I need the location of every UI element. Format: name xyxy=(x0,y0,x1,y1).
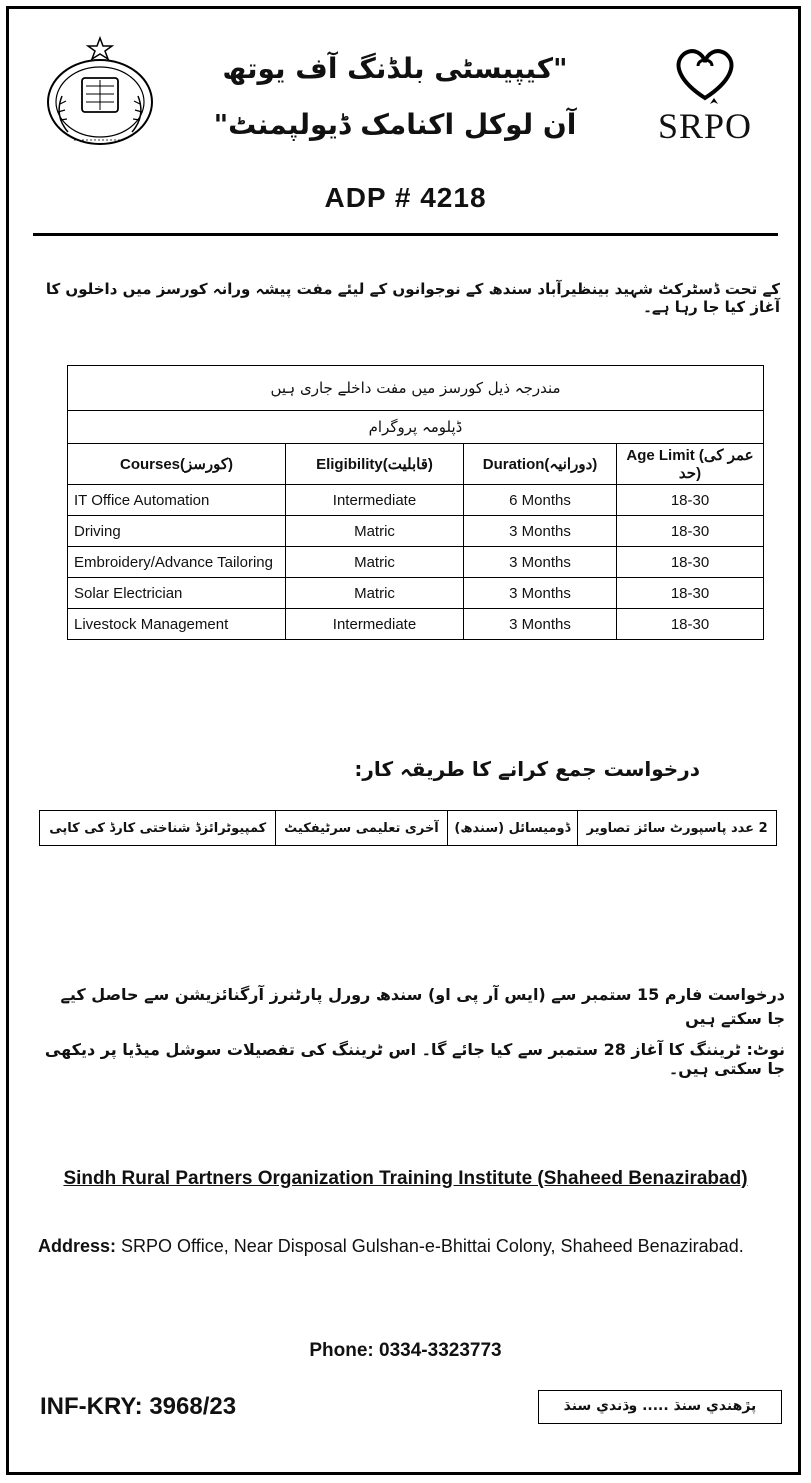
course-name: Solar Electrician xyxy=(68,578,286,609)
course-eligibility: Matric xyxy=(286,516,464,547)
column-header-age-limit: Age Limit (عمر کی حد) xyxy=(617,444,764,485)
table-header-row xyxy=(68,444,764,485)
course-duration: 3 Months xyxy=(464,609,617,640)
intro-text: کے تحت ڈسٹرکٹ شہید بینظیرآباد سندھ کے نوجوانوں کے لیئے مفت پیشہ ورانہ کورسز میں داخلوں کا آغاز کیا جا رہا ہے۔ xyxy=(45,280,780,316)
course-duration: 6 Months xyxy=(464,485,617,516)
document-item: آخری تعلیمی سرٹیفکیٹ xyxy=(276,811,447,846)
title-line-2: آن لوکل اکنامک ڈیولپمنٹ" xyxy=(213,108,577,141)
course-age-limit: 18-30 xyxy=(617,547,764,578)
course-duration: 3 Months xyxy=(464,516,617,547)
column-header-duration: Duration(دورانیہ) xyxy=(464,444,617,485)
course-name: Livestock Management xyxy=(68,609,286,640)
course-name: Driving xyxy=(68,516,286,547)
header-divider xyxy=(33,233,778,236)
procedure-title: درخواست جمع کرانے کا طریقہ کار: xyxy=(354,757,700,781)
document-item: ڈومیسائل (سندھ) xyxy=(447,811,578,846)
courses-table xyxy=(67,365,764,640)
course-eligibility: Intermediate xyxy=(286,609,464,640)
course-age-limit: 18-30 xyxy=(617,578,764,609)
table-row xyxy=(68,547,764,578)
document-item: کمپیوٹرائزڈ شناختی کارڈ کی کاپی xyxy=(40,811,276,846)
required-documents-table xyxy=(39,810,777,846)
course-eligibility: Matric xyxy=(286,578,464,609)
course-age-limit: 18-30 xyxy=(617,516,764,547)
column-header-eligibility: Eligibility(قابلیت) xyxy=(286,444,464,485)
training-start-note: نوٹ: ٹریننگ کا آغاز 28 ستمبر سے کیا جائے گا۔ اس ٹریننگ کی تفصیلات سوشل میڈیا پر دیکھی جا سکتی ہیں۔ xyxy=(44,1040,785,1078)
inf-reference: INF-KRY: 3968/23 xyxy=(40,1393,237,1420)
srpo-logo-text: SRPO xyxy=(657,106,753,146)
institute-name: Sindh Rural Partners Organization Training Institute (Shaheed Benazirabad) xyxy=(63,1168,748,1189)
srpo-heart-icon xyxy=(640,40,770,110)
courses-table-subcaption: ڈپلومہ پروگرام xyxy=(68,411,764,444)
document-item: 2 عدد پاسپورٹ سائز تصاویر xyxy=(578,811,777,846)
phone-number: Phone: 0334-3323773 xyxy=(309,1340,502,1361)
column-header-courses: Courses(کورسز) xyxy=(68,444,286,485)
address-text: SRPO Office, Near Disposal Gulshan-e-Bhittai Colony, Shaheed Benazirabad. xyxy=(121,1236,744,1256)
table-row xyxy=(40,811,777,846)
course-age-limit: 18-30 xyxy=(617,485,764,516)
courses-table-caption: مندرجہ ذیل کورسز میں مفت داخلے جاری ہیں xyxy=(68,366,764,411)
table-row xyxy=(68,516,764,547)
address xyxy=(38,1236,798,1257)
course-name: Embroidery/Advance Tailoring xyxy=(68,547,286,578)
table-row xyxy=(68,485,764,516)
sindh-government-seal-icon xyxy=(40,36,160,151)
form-availability-note: درخواست فارم 15 ستمبر سے (ایس آر پی او) سندھ رورل پارٹنرز آرگنائزیشن سے حاصل کیے جا سکتے ہیں xyxy=(60,985,785,1028)
title-line-1: "کیپیسٹی بلڈنگ آف یوتھ xyxy=(222,52,568,85)
course-age-limit: 18-30 xyxy=(617,609,764,640)
course-eligibility: Intermediate xyxy=(286,485,464,516)
sindhi-slogan-box: پڙهندي سنڌ ..... وڌندي سنڌ xyxy=(538,1390,782,1424)
table-row xyxy=(68,578,764,609)
table-row xyxy=(68,609,764,640)
course-duration: 3 Months xyxy=(464,578,617,609)
course-name: IT Office Automation xyxy=(68,485,286,516)
srpo-logo xyxy=(640,40,770,150)
course-duration: 3 Months xyxy=(464,547,617,578)
address-label: Address: xyxy=(38,1236,117,1256)
adp-number: ADP # 4218 xyxy=(324,182,487,213)
course-eligibility: Matric xyxy=(286,547,464,578)
